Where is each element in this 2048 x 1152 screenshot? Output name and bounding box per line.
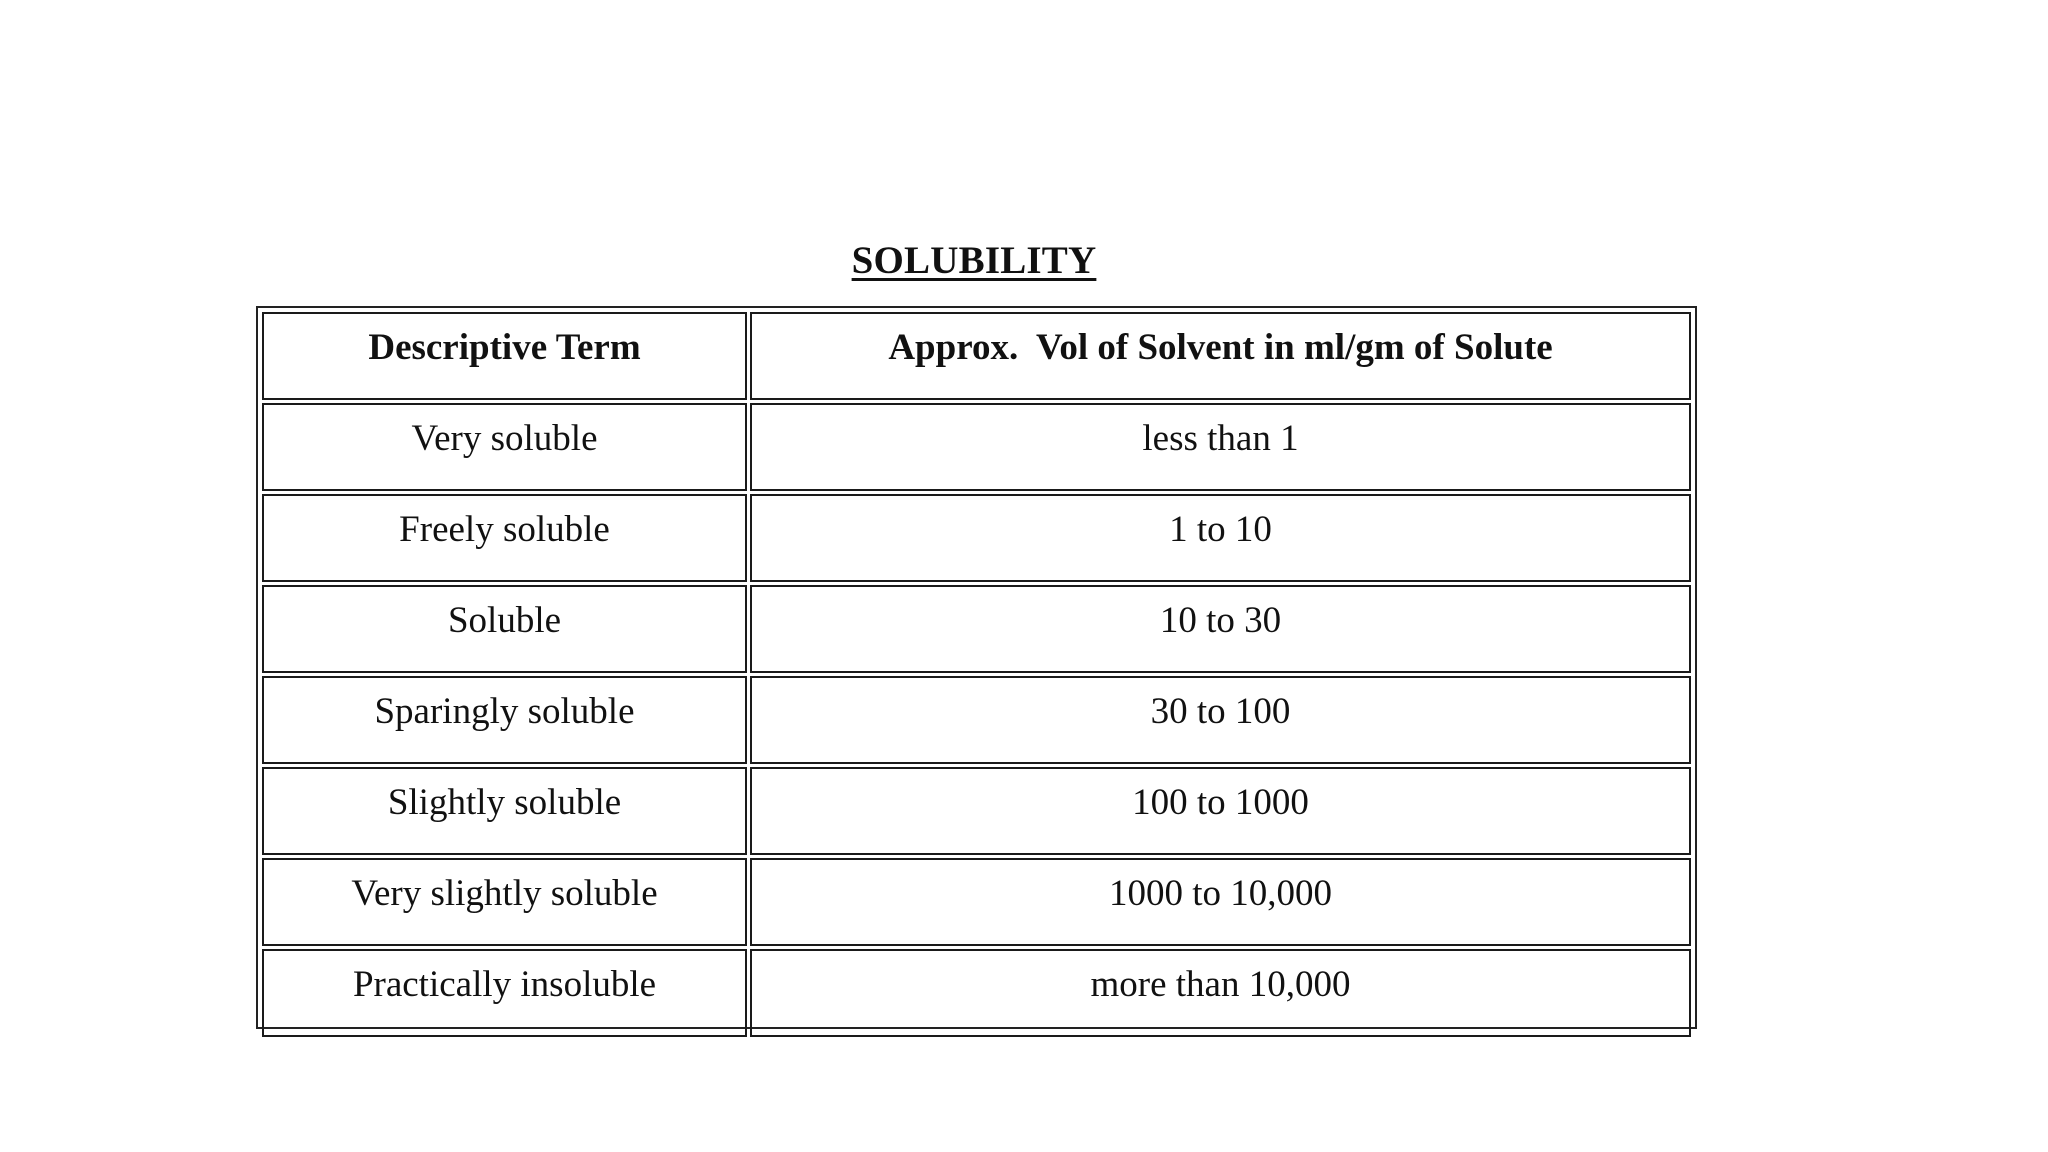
cell-descriptive-term: Very slightly soluble <box>262 858 747 946</box>
cell-descriptive-term: Soluble <box>262 585 747 673</box>
cell-descriptive-term: Slightly soluble <box>262 767 747 855</box>
cell-descriptive-term: Sparingly soluble <box>262 676 747 764</box>
table-row <box>262 767 1691 855</box>
cell-solvent-volume: 30 to 100 <box>750 676 1691 764</box>
cell-descriptive-term: Very soluble <box>262 403 747 491</box>
cell-solvent-volume: 1000 to 10,000 <box>750 858 1691 946</box>
cell-solvent-volume: 10 to 30 <box>750 585 1691 673</box>
cell-solvent-volume: more than 10,000 <box>750 949 1691 1037</box>
table-row <box>262 949 1691 1037</box>
table-row <box>262 494 1691 582</box>
header-solvent-volume: Approx. Vol of Solvent in ml/gm of Solute <box>750 312 1691 400</box>
table-row <box>262 676 1691 764</box>
table-row <box>262 585 1691 673</box>
solubility-table <box>259 309 1694 1040</box>
cell-descriptive-term: Practically insoluble <box>262 949 747 1037</box>
table-header-row <box>262 312 1691 400</box>
table-row <box>262 858 1691 946</box>
cell-solvent-volume: less than 1 <box>750 403 1691 491</box>
cell-solvent-volume: 100 to 1000 <box>750 767 1691 855</box>
header-descriptive-term: Descriptive Term <box>262 312 747 400</box>
table-row <box>262 403 1691 491</box>
page-title: SOLUBILITY <box>851 239 1097 282</box>
solubility-table-frame <box>256 306 1697 1029</box>
cell-descriptive-term: Freely soluble <box>262 494 747 582</box>
cell-solvent-volume: 1 to 10 <box>750 494 1691 582</box>
